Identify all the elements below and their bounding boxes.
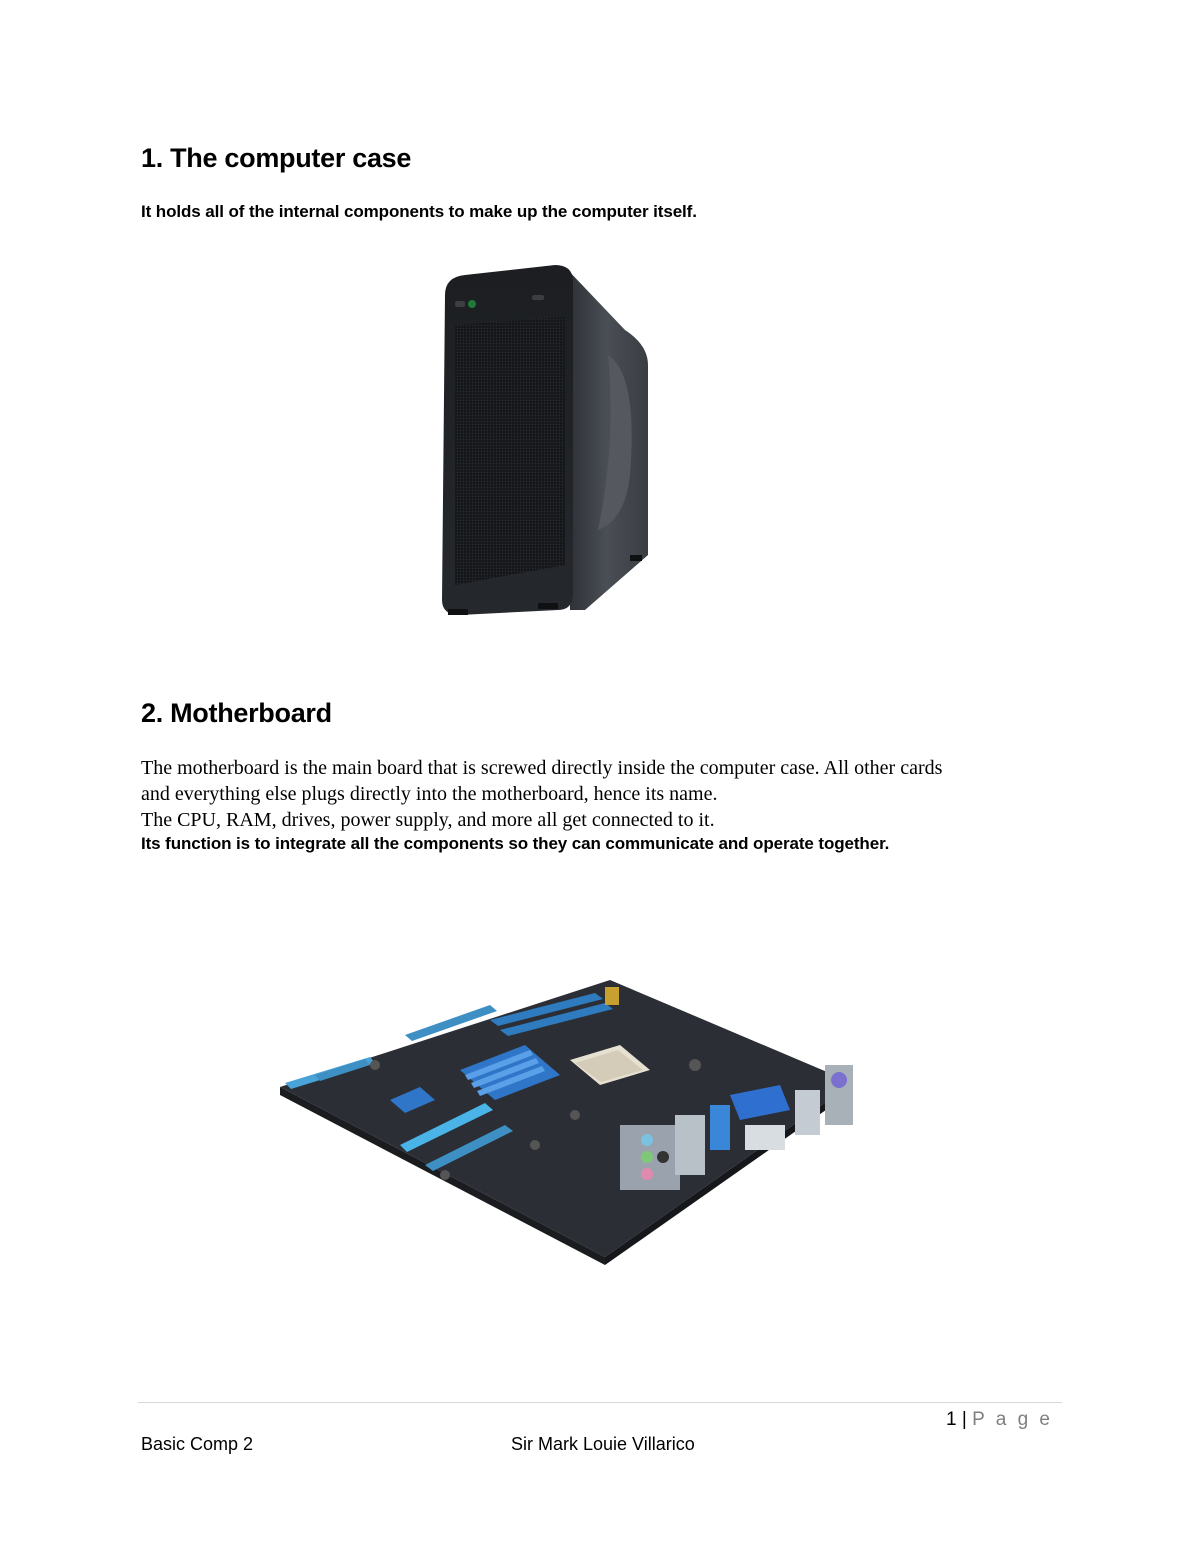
footer-teacher: Sir Mark Louie Villarico: [511, 1434, 695, 1454]
body-line: The motherboard is the main board that is screwed directly inside the computer case. All other cards: [141, 757, 943, 779]
page-word: P a g e: [972, 1409, 1053, 1430]
body-line: and everything else plugs directly into the motherboard, hence its name.: [141, 783, 718, 805]
footer-divider: [138, 1402, 1062, 1403]
page-number: [946, 1409, 1053, 1431]
section-2-function-line: Its function is to integrate all the components so they can communicate and operate together.: [141, 834, 890, 853]
page-number-value: 1: [946, 1409, 957, 1430]
section-1-heading: 1. The computer case: [141, 143, 412, 173]
motherboard-image: [275, 975, 875, 1265]
page-number-separator: |: [961, 1409, 967, 1430]
section-1-description: It holds all of the internal components to make up the computer itself.: [141, 202, 697, 221]
footer-course: Basic Comp 2: [141, 1434, 254, 1454]
section-2-body: [141, 755, 1071, 833]
body-line: The CPU, RAM, drives, power supply, and more all get connected to it.: [141, 809, 715, 831]
section-2-heading: 2. Motherboard: [141, 698, 332, 728]
computer-case-image: [420, 255, 670, 625]
